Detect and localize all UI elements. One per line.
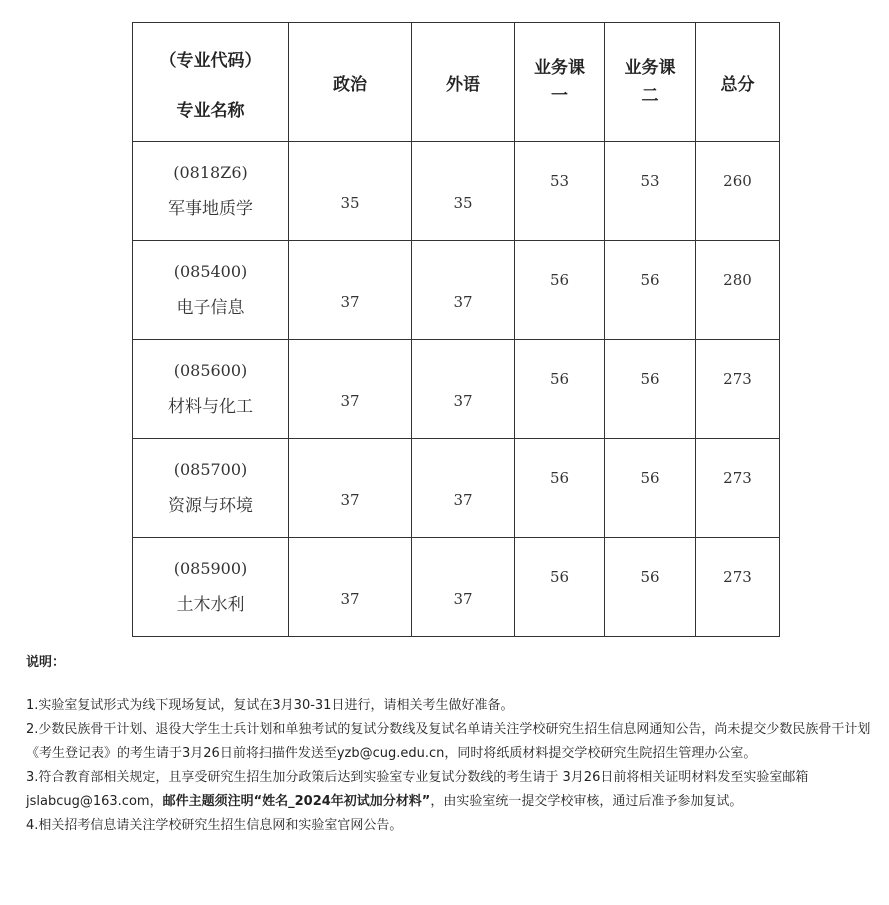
note-item-4: 4.相关招考信息请关注学校研究生招生信息网和实验室官网公告。	[26, 818, 403, 833]
table-row	[133, 241, 780, 340]
course2-score: 56	[605, 241, 696, 340]
politics-score: 35	[289, 142, 412, 241]
major-cell	[133, 340, 289, 439]
header-major-code: （专业代码）	[159, 51, 262, 71]
course2-score: 53	[605, 142, 696, 241]
note-item-3	[26, 766, 882, 814]
major-name: 材料与化工	[168, 397, 253, 417]
course2-score: 56	[605, 439, 696, 538]
table-header-row	[133, 23, 780, 142]
major-code: (085700)	[173, 460, 248, 479]
major-name: 土木水利	[176, 595, 245, 615]
total-score: 273	[696, 340, 780, 439]
politics-score: 37	[289, 439, 412, 538]
course2-score: 56	[605, 538, 696, 637]
major-cell	[133, 538, 289, 637]
notes-section	[26, 650, 882, 838]
total-score: 273	[696, 439, 780, 538]
major-code: (085900)	[173, 559, 248, 578]
course1-score: 53	[515, 142, 605, 241]
foreign-score: 37	[412, 439, 515, 538]
politics-score: 37	[289, 538, 412, 637]
table-row	[133, 142, 780, 241]
course1-score: 56	[515, 538, 605, 637]
score-table	[132, 22, 780, 637]
foreign-score: 37	[412, 538, 515, 637]
course1-score: 56	[515, 340, 605, 439]
major-code: (085400)	[173, 262, 248, 281]
table-row	[133, 538, 780, 637]
foreign-score: 37	[412, 241, 515, 340]
major-name: 电子信息	[176, 298, 245, 318]
note-item-1: 1.实验室复试形式为线下现场复试，复试在3月30-31日进行，请相关考生做好准备。	[26, 698, 514, 713]
header-politics: 政治	[289, 23, 412, 142]
header-total: 总分	[696, 23, 780, 142]
header-course-1: 业务课 一	[515, 23, 605, 142]
header-foreign-language: 外语	[412, 23, 515, 142]
foreign-score: 37	[412, 340, 515, 439]
table-row	[133, 340, 780, 439]
note-item-3-text: 3.符合教育部相关规定，且享受研究生招生加分政策后达到实验室专业复试分数线的考生请于 3月26日前将相关证明材料发至实验室邮箱jslabcug@163.com，	[26, 770, 809, 809]
note-item-3-tail: ，由实验室统一提交学校审核，通过后准予参加复试。	[430, 794, 743, 809]
note-item-3-bold: 邮件主题须注明“姓名_2024年初试加分材料”	[162, 794, 431, 809]
major-cell	[133, 142, 289, 241]
politics-score: 37	[289, 241, 412, 340]
table-row	[133, 439, 780, 538]
major-cell	[133, 241, 289, 340]
major-code: (085600)	[173, 361, 248, 380]
note-item-2: 2.少数民族骨干计划、退役大学生士兵计划和单独考试的复试分数线及复试名单请关注学校研究生招生信息网通知公告，尚未提交少数民族骨干计划《考生登记表》的考生请于3月26日前将扫描件发送至yzb@cug.edu.cn，同时将纸质材料提交学校研究生院招生管理办公室。	[26, 722, 871, 761]
header-major-name: 专业名称	[176, 101, 245, 121]
course1-score: 56	[515, 241, 605, 340]
total-score: 280	[696, 241, 780, 340]
header-course-2: 业务课 二	[605, 23, 696, 142]
notes-title: 说明：	[26, 655, 66, 670]
foreign-score: 35	[412, 142, 515, 241]
total-score: 273	[696, 538, 780, 637]
major-name: 军事地质学	[168, 199, 253, 219]
course2-score: 56	[605, 340, 696, 439]
header-major	[133, 23, 289, 142]
major-name: 资源与环境	[168, 496, 253, 516]
course1-score: 56	[515, 439, 605, 538]
major-cell	[133, 439, 289, 538]
major-code: (0818Z6)	[173, 163, 248, 182]
politics-score: 37	[289, 340, 412, 439]
total-score: 260	[696, 142, 780, 241]
